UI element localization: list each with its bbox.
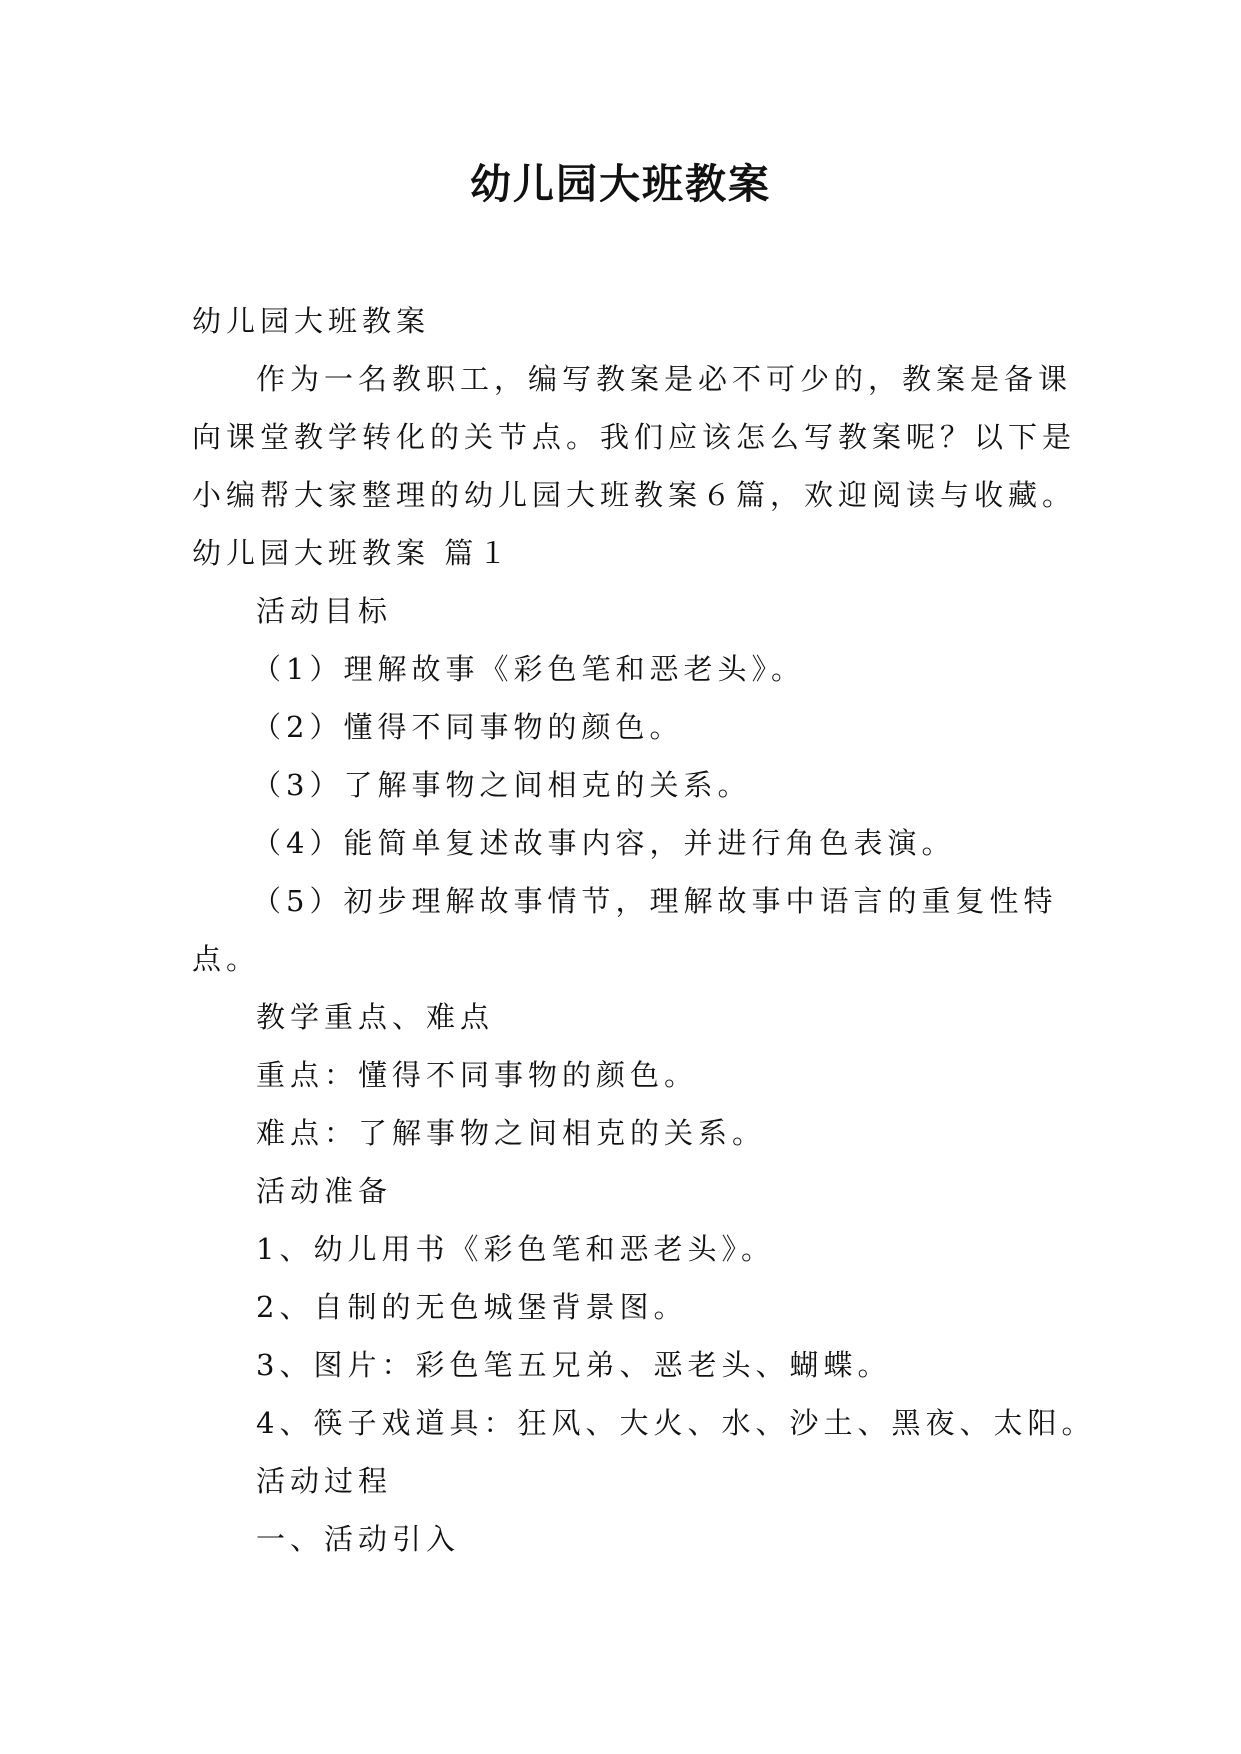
list-item: （2）懂得不同事物的颜色。 bbox=[252, 710, 684, 744]
text-line: 作为一名教职工，编写教案是必不可少的，教案是备课 bbox=[256, 362, 1073, 396]
text-line: 难点：了解事物之间相克的关系。 bbox=[256, 1116, 767, 1150]
list-item: （4）能简单复述故事内容，并进行角色表演。 bbox=[252, 826, 956, 860]
subheading: 活动过程 bbox=[256, 1464, 393, 1498]
subheading: 一、活动引入 bbox=[256, 1522, 461, 1556]
text-line: 向课堂教学转化的关节点。我们应该怎么写教案呢？以下是 bbox=[192, 420, 1077, 454]
list-item: （1）理解故事《彩色笔和恶老头》。 bbox=[252, 652, 805, 686]
text-line: 点。 bbox=[192, 942, 261, 976]
text-line: 重点：懂得不同事物的颜色。 bbox=[256, 1058, 699, 1092]
text-line: 小编帮大家整理的幼儿园大班教案６篇，欢迎阅读与收藏。 bbox=[192, 478, 1077, 512]
subheading: 活动准备 bbox=[256, 1174, 393, 1208]
document-body bbox=[192, 292, 1096, 1568]
list-item: 3、图片：彩色笔五兄弟、恶老头、蝴蝶。 bbox=[256, 1348, 892, 1382]
subheading: 教学重点、难点 bbox=[256, 1000, 495, 1034]
list-item: 1、幼儿用书《彩色笔和恶老头》。 bbox=[256, 1232, 775, 1266]
list-item: （5）初步理解故事情节，理解故事中语言的重复性特 bbox=[252, 884, 1058, 918]
document-title: 幼儿园大班教案 bbox=[470, 160, 771, 208]
list-item: 2、自制的无色城堡背景图。 bbox=[256, 1290, 688, 1324]
section-heading: 幼儿园大班教案 篇１ bbox=[192, 536, 513, 570]
list-item: （3）了解事物之间相克的关系。 bbox=[252, 768, 752, 802]
list-item: 4、筷子戏道具：狂风、大火、水、沙土、黑夜、太阳。 bbox=[256, 1406, 1096, 1440]
subheading: 活动目标 bbox=[256, 594, 393, 628]
text-line: 幼儿园大班教案 bbox=[192, 304, 431, 338]
